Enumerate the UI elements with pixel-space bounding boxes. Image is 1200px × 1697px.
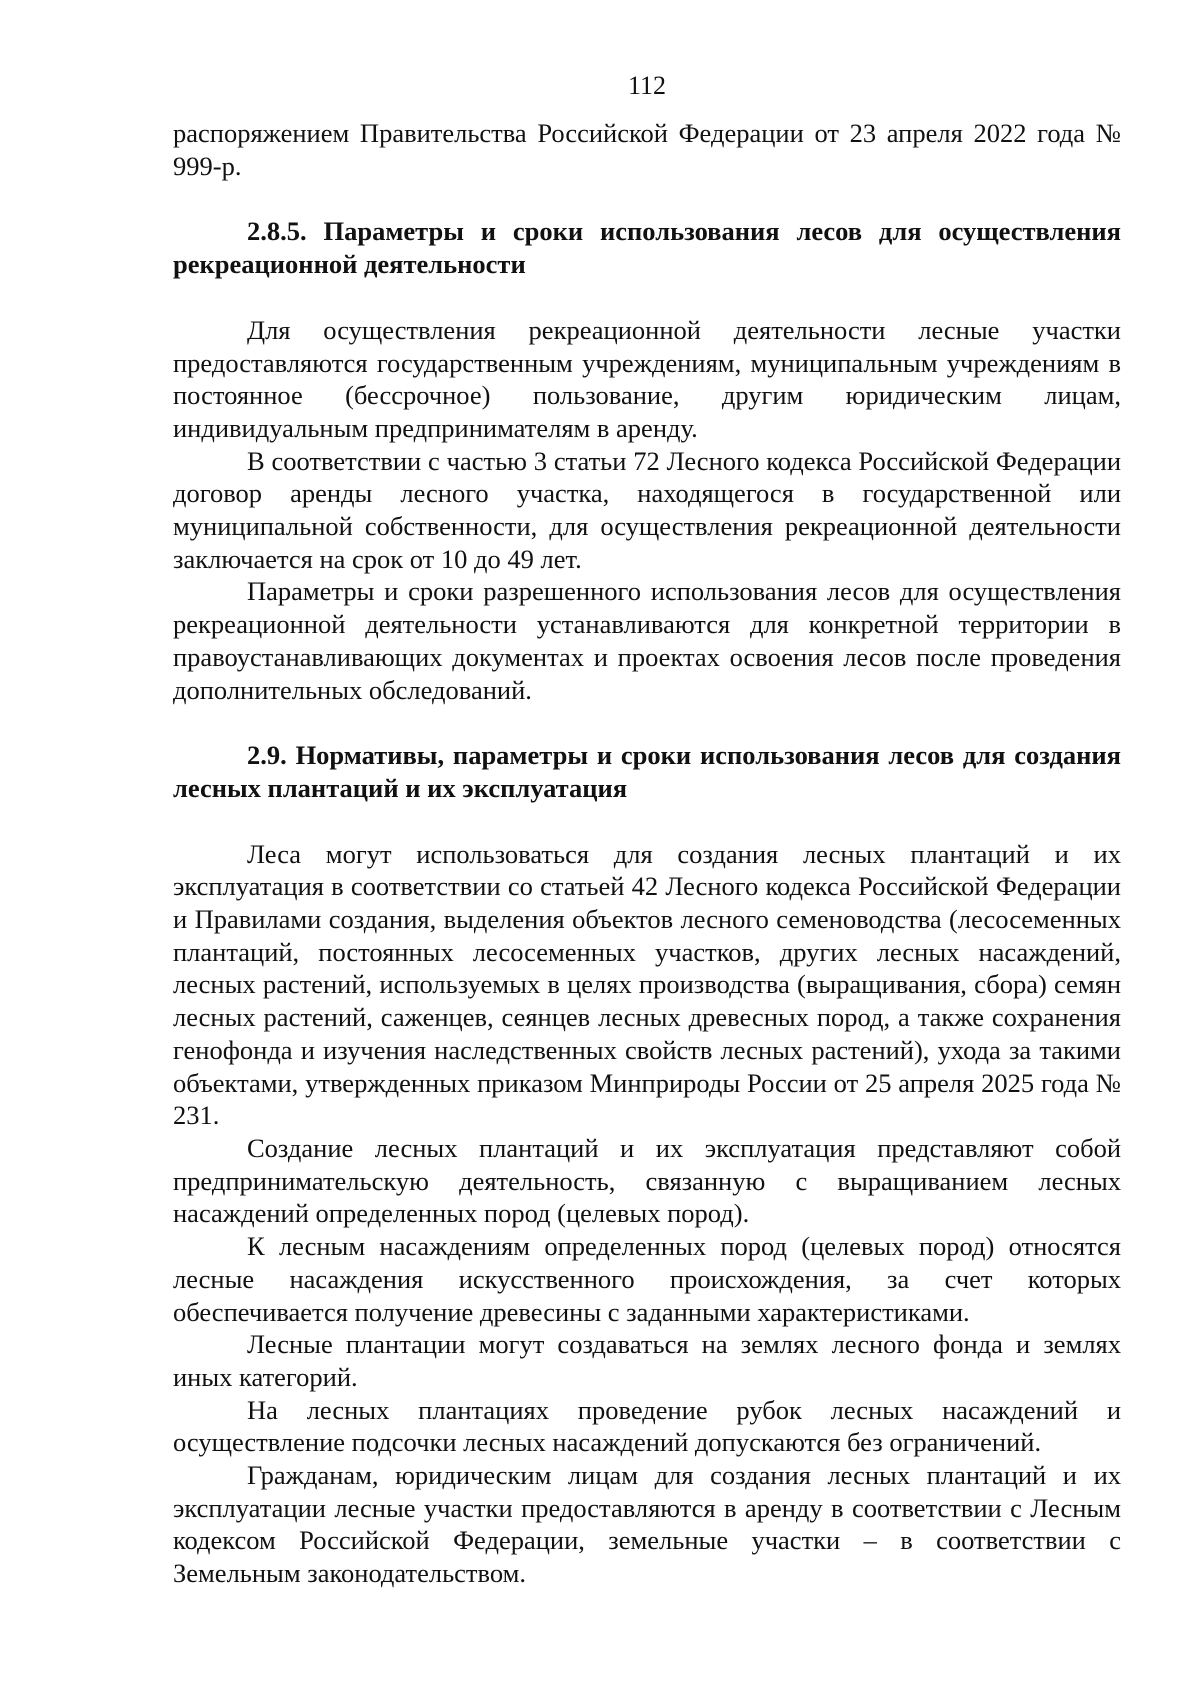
paragraph: Лесные плантации могут создаваться на землях лесного фонда и землях иных категорий. — [173, 1329, 1121, 1392]
paragraph: Параметры и сроки разрешенного использования лесов для осуществления рекреационной деятельности устанавливаются для конкретной территории в правоустанавливающих документах и проектах освоения лесов после проведения дополнительных обследований. — [173, 576, 1121, 705]
paragraph: Для осуществления рекреационной деятельности лесные участки предоставляются государственным учреждениям, муниципальным учреждениям в постоянное (бессрочное) пользование, другим юридическим лицам, индивидуальным предпринимателям в аренду. — [173, 314, 1121, 443]
paragraph: На лесных плантациях проведение рубок лесных насаждений и осуществление подсочки лесных насаждений допускаются без ограничений. — [173, 1394, 1121, 1458]
document-body — [173, 117, 1121, 1590]
section-heading-2-8-5: 2.8.5. Параметры и сроки использования лесов для осуществления рекреационной деятельности — [173, 216, 1121, 280]
paragraph: Леса могут использоваться для создания лесных плантаций и их эксплуатация в соответствии со статьей 42 Лесного кодекса Российской Федерации и Правилами создания, выделения объектов лесного семеноводства (лесосеменных плантаций, постоянных лесосеменных участков, других лесных насаждений, лесных растений, используемых в целях производства (выращивания, сбора) семян лесных растений, саженцев, сеянцев лесных древесных пород, а также сохранения генофонда и изучения наследственных свойств лесных растений), ухода за такими объектами, утвержденных приказом Минприроды России от 25 апреля 2025 года № 231. — [173, 838, 1121, 1131]
intro-paragraph: распоряжением Правительства Российской Федерации от 23 апреля 2022 года № 999-р. — [173, 118, 1121, 181]
paragraph: К лесным насаждениям определенных пород (целевых пород) относятся лесные насаждения искусственного происхождения, за счет которых обеспечивается получение древесины с заданными характеристиками. — [173, 1231, 1121, 1327]
page-number: 112 — [627, 71, 667, 100]
paragraph: Создание лесных плантаций и их эксплуатация представляют собой предпринимательскую деятельность, связанную с выращиванием лесных насаждений определенных пород (целевых пород). — [173, 1132, 1121, 1229]
section-heading-2-9: 2.9. Нормативы, параметры и сроки использования лесов для создания лесных плантаций и их эксплуатация — [173, 740, 1121, 803]
paragraph: В соответствии с частью 3 статьи 72 Лесного кодекса Российской Федерации договор аренды лесного участка, находящегося в государственной или муниципальной собственности, для осуществления рекреационной деятельности заключается на срок от 10 до 49 лет. — [173, 445, 1121, 574]
paragraph: Гражданам, юридическим лицам для создания лесных плантаций и их эксплуатации лесные участки предоставляются в аренду в соответствии с Лесным кодексом Российской Федерации, земельные участки – в соответствии с Земельным законодательством. — [173, 1460, 1121, 1589]
